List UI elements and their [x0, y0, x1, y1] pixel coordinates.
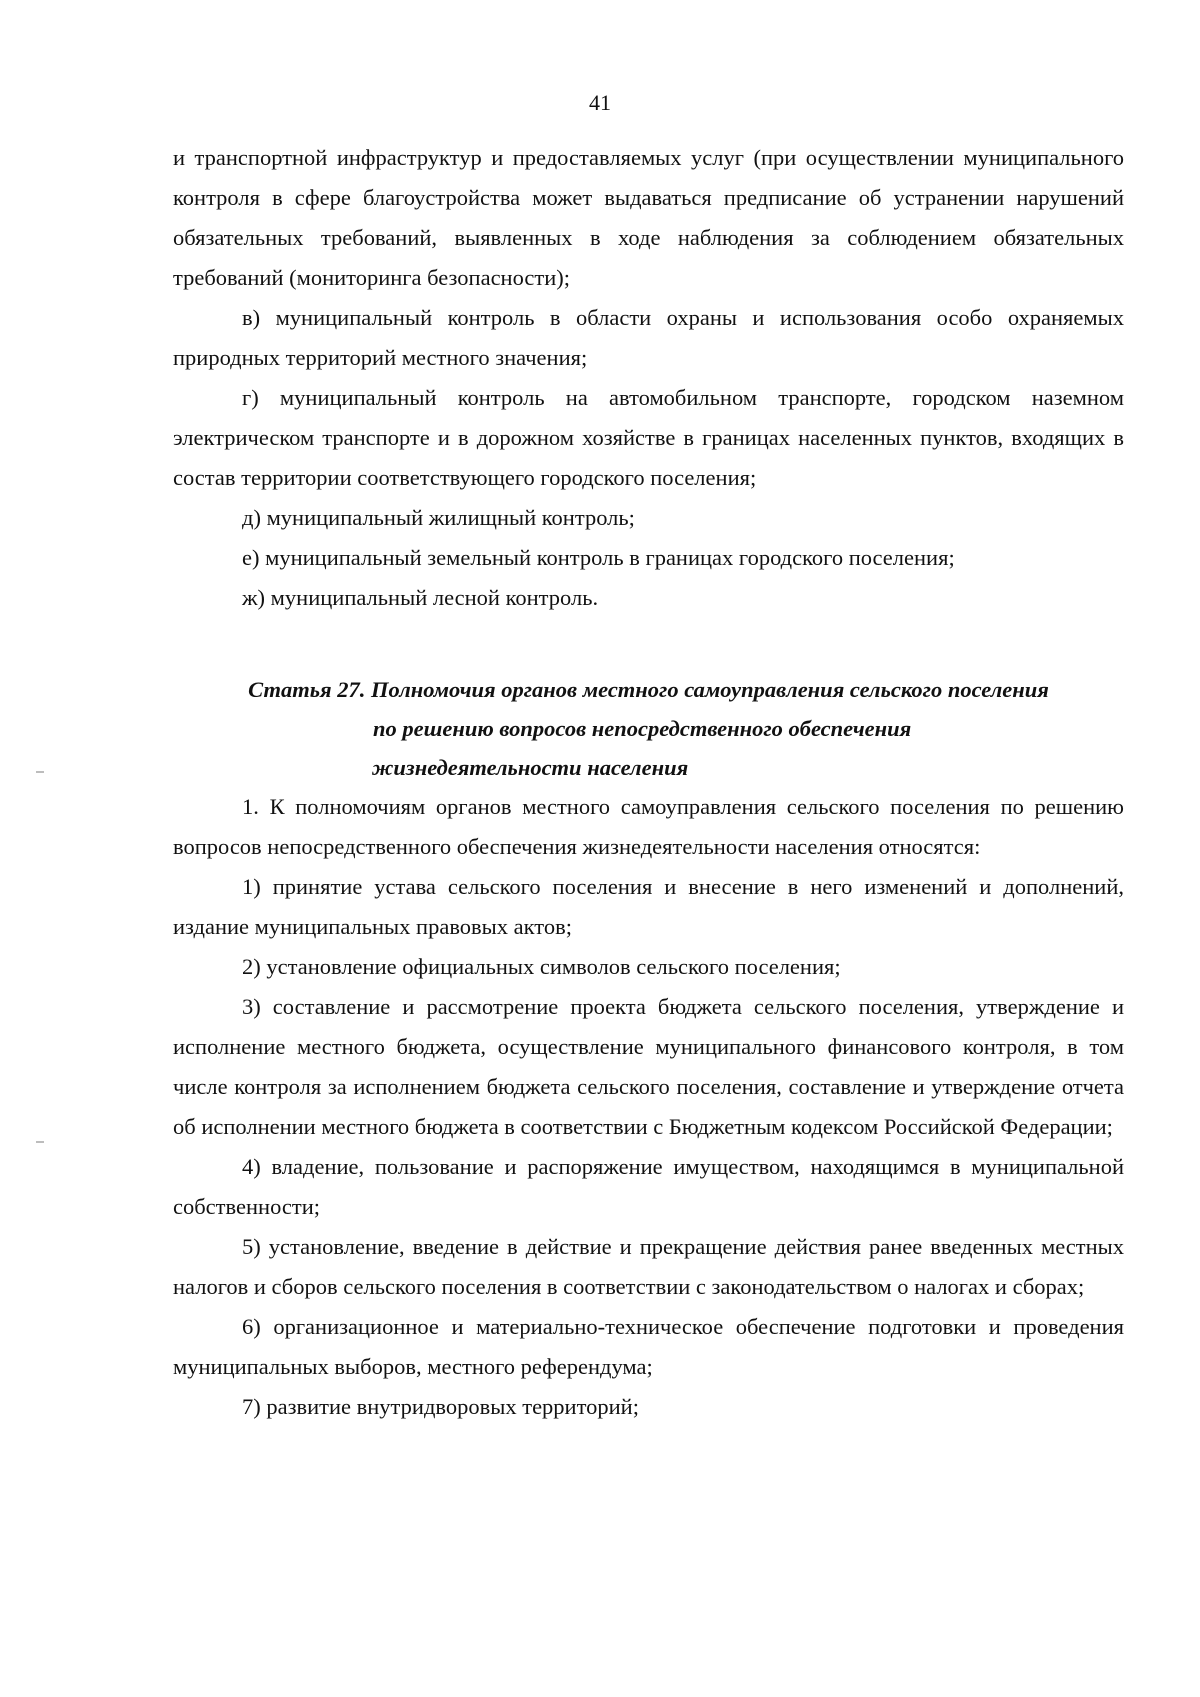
paragraph-subitem-1: 1) принятие устава сельского поселения и внесение в него изменений и дополнений, издание муниципальных правовых актов; [173, 874, 1124, 939]
article-heading-line-2: по решению вопросов непосредственного обеспечения [373, 716, 912, 741]
page-number: 41 [589, 90, 611, 115]
paragraph-subitem-3: 3) составление и рассмотрение проекта бюджета сельского поселения, утверждение и исполнение местного бюджета, осуществление муниципального финансового контроля, в том числе контроля за исполнением бюджета сельского поселения, составление и утверждение отчета об исполнении местного бюджета в соответствии с Бюджетным кодексом Российской Федерации; [173, 994, 1124, 1139]
paragraph-subitem-6: 6) организационное и материально-техническое обеспечение подготовки и проведения муниципальных выборов, местного референдума; [173, 1314, 1124, 1379]
paragraph-item-d: д) муниципальный жилищный контроль; [242, 505, 635, 530]
article-heading-line-3: жизнедеятельности населения [372, 755, 689, 780]
paragraph-item-e: е) муниципальный земельный контроль в границах городского поселения; [242, 545, 955, 570]
document-body [173, 138, 1124, 1427]
paragraph-clause-1: 1. К полномочиям органов местного самоуправления сельского поселения по решению вопросов непосредственного обеспечения жизнедеятельности населения относятся: [173, 794, 1124, 859]
scan-margin-mark [36, 771, 44, 773]
article-heading [173, 670, 1124, 787]
article-heading-line-1: Статья 27. Полномочия органов местного самоуправления сельского поселения [248, 677, 1049, 702]
paragraph-subitem-5: 5) установление, введение в действие и прекращение действия ранее введенных местных налогов и сборов сельского поселения в соответствии с законодательством о налогах и сборах; [173, 1234, 1124, 1299]
paragraph-item-g: г) муниципальный контроль на автомобильном транспорте, городском наземном электрическом транспорте и в дорожном хозяйстве в границах населенных пунктов, входящих в состав территории соответствующего городского поселения; [173, 385, 1124, 490]
paragraph-continued: и транспортной инфраструктур и предоставляемых услуг (при осуществлении муниципального контроля в сфере благоустройства может выдаваться предписание об устранении нарушений обязательных требований, выявленных в ходе наблюдения за соблюдением обязательных требований (мониторинга безопасности); [173, 145, 1124, 290]
paragraph-item-v: в) муниципальный контроль в области охраны и использования особо охраняемых природных территорий местного значения; [173, 305, 1124, 370]
paragraph-subitem-2: 2) установление официальных символов сельского поселения; [242, 954, 841, 979]
paragraph-subitem-7: 7) развитие внутридворовых территорий; [242, 1394, 639, 1419]
paragraph-subitem-4: 4) владение, пользование и распоряжение имуществом, находящимся в муниципальной собственности; [173, 1154, 1124, 1219]
paragraph-item-zh: ж) муниципальный лесной контроль. [242, 585, 599, 610]
scan-margin-mark [36, 1141, 44, 1143]
